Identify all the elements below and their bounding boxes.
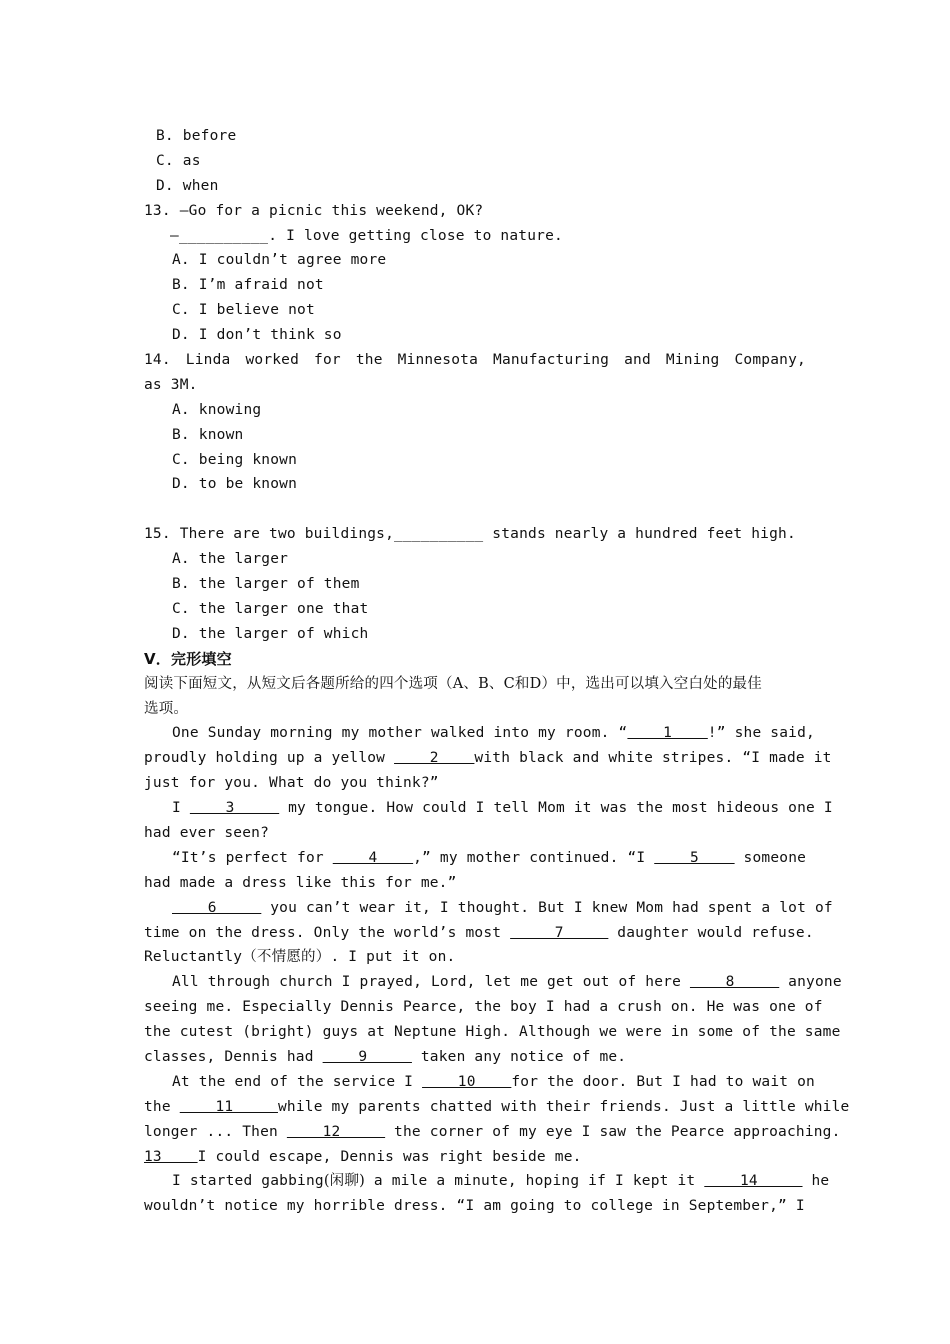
cloze-blank-8: 8 xyxy=(689,974,780,991)
passage-line: had ever seen? xyxy=(144,824,270,841)
q15-stem-end: stands nearly a hundred feet high. xyxy=(483,526,796,543)
cloze-blank-9: 9 xyxy=(322,1048,412,1065)
q14-word: and xyxy=(624,352,651,369)
document-page xyxy=(144,124,850,1219)
q15-blank: __________ xyxy=(394,526,484,543)
q15-stem xyxy=(144,522,806,547)
passage-text: One Sunday morning my mother walked into my room. “ xyxy=(172,725,628,742)
passage-text: . I put it on. xyxy=(330,949,456,966)
q14-word: Linda xyxy=(185,352,231,369)
q14-stem xyxy=(144,348,806,373)
q15-stem-start: 15. There are two buildings, xyxy=(144,526,395,543)
passage-text: anyone xyxy=(779,974,842,991)
passage-line xyxy=(144,796,833,821)
q13-blank: __________ xyxy=(178,227,269,244)
passage-line xyxy=(144,1045,806,1070)
passage-text: !” she said, xyxy=(707,725,815,742)
passage-line xyxy=(144,846,806,871)
passage-line xyxy=(144,1169,830,1194)
passage-text: someone xyxy=(734,849,807,866)
cloze-blank-11: 11 xyxy=(179,1098,278,1115)
cloze-blank-2: 2 xyxy=(394,750,475,767)
cloze-blank-7: 7 xyxy=(510,924,609,941)
q12-option-c: C. as xyxy=(156,152,201,169)
q14-word: the xyxy=(355,352,383,369)
q14-option-a: A. knowing xyxy=(172,401,262,418)
q14-word: for xyxy=(314,352,341,369)
cloze-blank-13: 13 xyxy=(144,1148,198,1165)
q15-option-a: A. the larger xyxy=(172,551,289,568)
section-title: V．完形填空 xyxy=(144,649,232,668)
q14-option-b: B. known xyxy=(172,426,244,443)
passage-text: “It’s perfect for xyxy=(172,849,333,866)
passage-line: wouldn’t notice my horrible dress. “I am going to college in September,” I xyxy=(144,1198,805,1215)
passage-gloss: (闲聊) xyxy=(323,1173,365,1190)
passage-text: a mile a minute, hoping if I kept it xyxy=(364,1173,705,1190)
passage-line xyxy=(144,896,833,921)
q12-option-d: D. when xyxy=(156,177,219,194)
q15-option-c: C. the larger one that xyxy=(172,600,369,617)
passage-line xyxy=(144,721,815,746)
q13-option-d: D. I don’t think so xyxy=(172,327,342,344)
passage-line: seeing me. Especially Dennis Pearce, the boy I had a crush on. He was one of xyxy=(144,999,823,1016)
passage-line xyxy=(144,945,806,970)
passage-text: I started gabbing xyxy=(172,1173,324,1190)
q14-stem-cont: as 3M. xyxy=(144,376,198,393)
passage-text: ,” my mother continued. “I xyxy=(413,849,655,866)
passage-text: taken any notice of me. xyxy=(411,1048,627,1065)
passage-text: Reluctantly xyxy=(144,949,243,966)
q14-option-d: D. to be known xyxy=(172,476,298,493)
spacer xyxy=(144,497,806,522)
q13-stem: 13. —Go for a picnic this weekend, OK? xyxy=(144,202,484,219)
passage-text: the xyxy=(144,1098,180,1115)
passage-line xyxy=(144,746,832,771)
passage-text: I xyxy=(172,800,190,817)
passage-text: daughter would refuse. xyxy=(608,924,814,941)
q14-word: worked xyxy=(245,352,300,369)
section-instruction-cont: 选项。 xyxy=(144,700,189,717)
passage-text: At the end of the service I xyxy=(172,1073,423,1090)
passage-text: the corner of my eye I saw the Pearce approaching. xyxy=(385,1123,841,1140)
q14-word: Company, xyxy=(734,352,806,369)
passage-text: while my parents chatted with their friends. Just a little while xyxy=(277,1098,850,1115)
passage-text: classes, Dennis had xyxy=(144,1048,323,1065)
passage-line xyxy=(144,921,814,946)
passage-line: the cutest (bright) guys at Neptune High. Although we were in some of the same xyxy=(144,1024,841,1041)
q15-option-b: B. the larger of them xyxy=(172,576,360,593)
passage-line xyxy=(144,1070,815,1095)
passage-text: with black and white stripes. “I made it xyxy=(474,750,832,767)
passage-line xyxy=(144,1095,850,1120)
passage-text: for the door. But I had to wait on xyxy=(511,1073,815,1090)
passage-text: time on the dress. Only the world’s most xyxy=(144,924,511,941)
cloze-blank-12: 12 xyxy=(286,1123,386,1140)
passage-line xyxy=(144,1120,841,1145)
cloze-blank-6: 6 xyxy=(172,899,262,916)
q13-option-a: A. I couldn’t agree more xyxy=(172,252,387,269)
q13-reply xyxy=(144,224,806,249)
q14-word: Manufacturing xyxy=(493,352,610,369)
passage-text: longer ... Then xyxy=(144,1123,287,1140)
q14-word: 14. xyxy=(144,352,171,369)
q12-option-b: B. before xyxy=(156,128,237,144)
q13-reply-text: . I love getting close to nature. xyxy=(268,227,563,244)
passage-text: I could escape, Dennis was right beside me. xyxy=(197,1148,582,1165)
cloze-blank-4: 4 xyxy=(332,849,414,866)
passage-text: All through church I prayed, Lord, let me get out of here xyxy=(172,974,690,991)
q15-option-d: D. the larger of which xyxy=(172,625,369,642)
passage-gloss: （不情愿的） xyxy=(242,949,331,966)
q14-word: Mining xyxy=(665,352,720,369)
q13-option-c: C. I believe not xyxy=(172,302,315,319)
passage-line: had made a dress like this for me.” xyxy=(144,874,457,891)
passage-line xyxy=(144,1145,806,1170)
passage-text: he xyxy=(802,1173,830,1190)
passage-text: my tongue. How could I tell Mom it was the most hideous one I xyxy=(279,800,833,817)
cloze-blank-14: 14 xyxy=(704,1173,803,1190)
q13-option-b: B. I’m afraid not xyxy=(172,277,324,294)
q14-option-c: C. being known xyxy=(172,451,298,468)
q13-reply-dash: — xyxy=(170,227,179,244)
q14-word: Minnesota xyxy=(397,352,479,369)
cloze-blank-10: 10 xyxy=(422,1073,512,1090)
passage-text: you can’t wear it, I thought. But I knew Mom had spent a lot of xyxy=(261,899,833,916)
passage-text: proudly holding up a yellow xyxy=(144,750,395,767)
passage-line xyxy=(144,970,842,995)
cloze-blank-1: 1 xyxy=(627,725,708,742)
section-instruction: 阅读下面短文，从短文后各题所给的四个选项（A、B、C和D）中，选出可以填入空白处的最佳 xyxy=(144,675,762,692)
cloze-blank-3: 3 xyxy=(189,800,280,817)
passage-line: just for you. What do you think?” xyxy=(144,775,439,792)
cloze-blank-5: 5 xyxy=(654,849,735,866)
